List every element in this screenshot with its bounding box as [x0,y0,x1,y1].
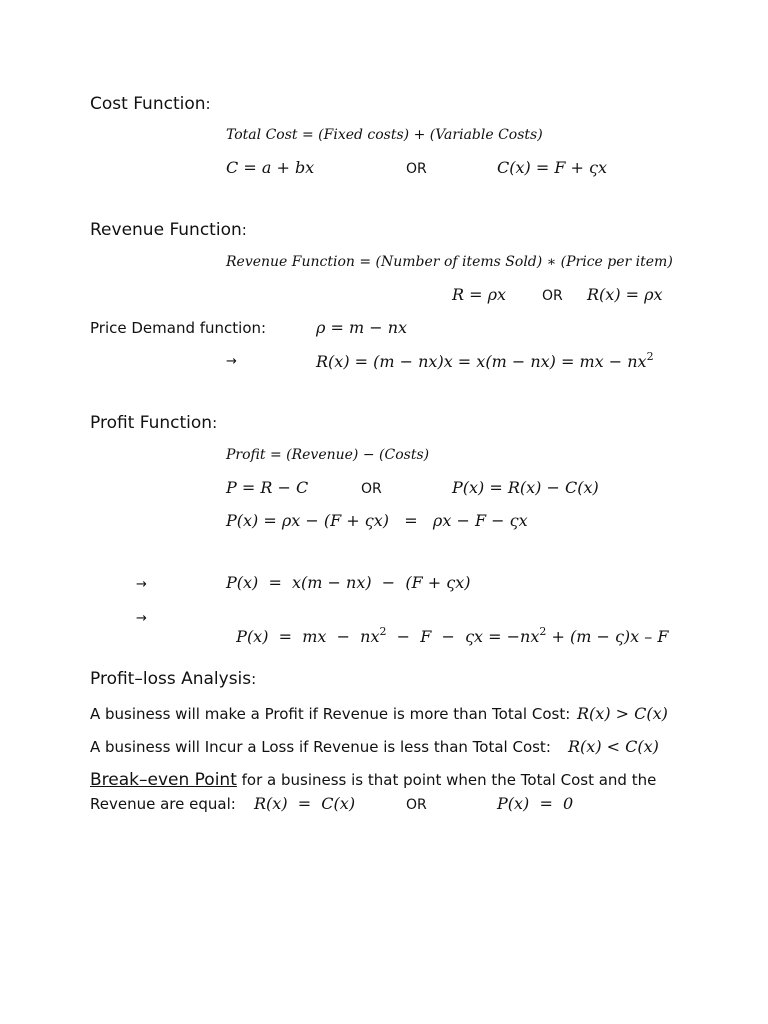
revenue-expanded-main: R(x) = (m − nx)x = x(m − nx) = mx − nx [316,352,647,371]
revenue-definition: Revenue Function = (Number of items Sold) ∗ (Price per item) [226,254,673,270]
revenue-function-heading [90,220,247,240]
break-even-equation-revenue-cost: R(x) = C(x) [254,794,356,813]
break-even-text-line1: for a business is that point when the Total Cost and the [236,771,657,789]
revenue-expanded-equation [316,350,654,371]
break-even-or-label: OR [406,797,427,813]
profit-heading-text: Profit Function [90,413,213,433]
profit-equation-function: P(x) = R(x) − C(x) [452,478,599,497]
analysis-heading-colon: : [251,670,257,688]
loss-condition-equation: R(x) < C(x) [568,737,659,756]
profit-final-exponent-2: 2 [539,625,547,638]
profit-equation-expanded: P(x) = ρx − (F + ςx) = ρx − F − ςx [226,511,528,530]
profit-final-exponent-1: 2 [379,625,387,638]
analysis-heading-text: Profit–loss Analysis [90,669,252,689]
profit-function-heading [90,413,217,433]
profit-heading-colon: : [212,414,218,432]
break-even-equation-profit: P(x) = 0 [497,794,574,813]
break-even-text-line2: Revenue are equal: [90,795,236,813]
break-even-title: Break–even Point [90,770,237,790]
profit-condition-text: A business will make a Profit if Revenue is more than Total Cost: [90,705,571,723]
cost-or-label: OR [406,161,427,177]
revenue-heading-colon: : [241,221,247,239]
revenue-equation-simple: R = ρx [452,285,507,304]
profit-equation-simple: P = R − C [226,478,309,497]
profit-loss-analysis-heading [90,669,256,689]
price-demand-label: Price Demand function: [90,319,267,337]
revenue-arrow-icon: → [226,354,237,369]
profit-final-part-c: + (m − ς)x – F [546,627,669,646]
profit-equation-final [226,606,668,646]
profit-final-part-b: − F − ςx = −nx [386,627,540,646]
revenue-heading-text: Revenue Function [90,220,242,240]
cost-definition: Total Cost = (Fixed costs) + (Variable Costs) [226,127,543,143]
break-even-paragraph [90,770,656,790]
profit-final-part-a: P(x) = mx − nx [236,627,380,646]
cost-function-heading [90,94,211,114]
loss-condition-text: A business will Incur a Loss if Revenue is less than Total Cost: [90,738,551,756]
profit-arrow-icon-1: → [136,577,147,592]
profit-definition: Profit = (Revenue) − (Costs) [226,447,430,463]
cost-heading-text: Cost Function [90,94,206,114]
cost-heading-colon: : [205,95,211,113]
price-demand-equation: ρ = m − nx [316,318,408,337]
profit-equation-substituted: P(x) = x(m − nx) − (F + ςx) [226,573,471,592]
revenue-or-label: OR [542,288,563,304]
profit-or-label: OR [361,481,382,497]
revenue-expanded-exponent: 2 [646,350,654,363]
cost-equation-simple: C = a + bx [226,158,315,177]
revenue-equation-function: R(x) = ρx [587,285,663,304]
profit-arrow-icon-2: → [136,611,147,626]
cost-equation-function: C(x) = F + ςx [497,158,607,177]
profit-condition-equation: R(x) > C(x) [577,704,668,723]
